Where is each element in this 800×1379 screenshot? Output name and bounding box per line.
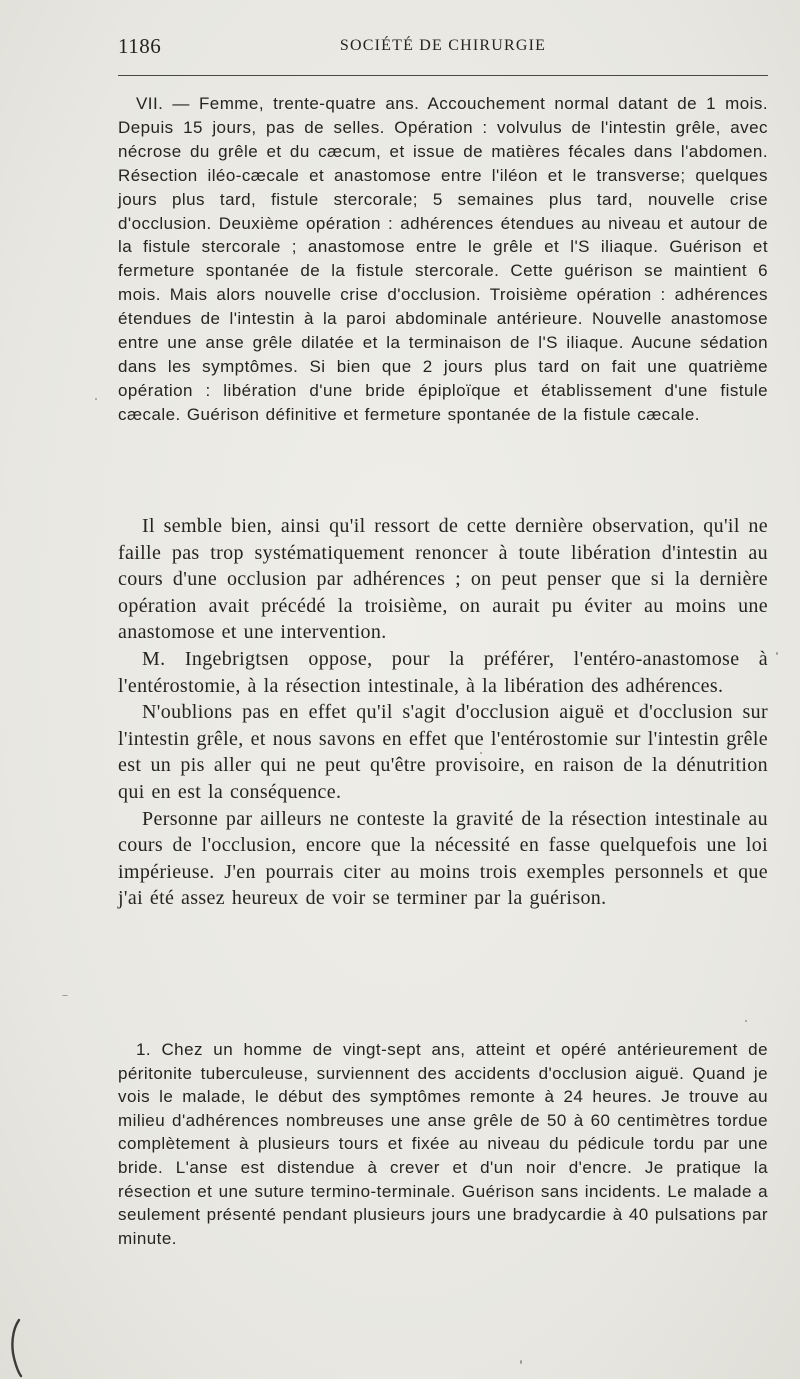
body-paragraph-4: Personne par ailleurs ne conteste la gravité de la résection intestinale au cours de l'occlusion, encore que la nécessité en fasse quelquefois une loi impérieuse. J'en pourrais citer au moins trois exemples personnels et que j'ai été assez heureux de voir se terminer par la guérison.: [118, 807, 768, 910]
header-rule: [118, 75, 768, 76]
footnote-paragraph: 1. Chez un homme de vingt-sept ans, atteint et opéré antérieurement de péritonite tuberculeuse, surviennent des accidents d'occlusion aiguë. Quand je vois le malade, le début des symptômes remonte à 24 heures. Je trouve au milieu d'adhérences nombreuses une anse grêle de 50 à 60 centimètres tordue complètement à plusieurs tours et fixée au niveau du pédicule tordu par une bride. L'anse est distendue à crever et d'un noir d'encre. Je pratique la résection et une suture termino-terminale. Guérison sans incidents. Le malade a seulement présenté pendant plusieurs jours une bradycardie à 40 pulsations par minute.: [118, 1040, 768, 1248]
margin-pencil-mark: [6, 1318, 26, 1378]
body-paragraph-3: N'oublions pas en effet qu'il s'agit d'occlusion aiguë et d'occlusion sur l'intestin grêle, et nous savons en effet que l'entérostomie sur l'intestin grêle est un pis aller qui ne peut qu'être provisoire, en raison de la dénutrition qui en est la conséquence.: [118, 701, 768, 803]
page-header: [118, 34, 768, 60]
footnote-1: [118, 1038, 768, 1250]
body-text: [118, 513, 768, 912]
observation-vii: [118, 92, 768, 427]
running-title: SOCIÉTÉ DE CHIRURGIE: [339, 37, 547, 54]
body-paragraph-2: M. Ingebrigtsen oppose, pour la préférer, l'entéro-anastomose à l'entérostomie, à la résection intestinale, à la libération des adhérences.: [118, 647, 768, 697]
observation-paragraph: VII. — Femme, trente-quatre ans. Accouchement normal datant de 1 mois. Depuis 15 jours, pas de selles. Opération : volvulus de l'intestin grêle, avec nécrose du grêle et du cæcum, et issue de matières fécales dans l'abdomen. Résection iléo-cæcale et anastomose entre l'iléon et le transverse; quelques jours plus tard, fistule stercorale; 5 semaines plus tard, nouvelle crise d'occlusion. Deuxième opération : adhérences étendues au niveau et autour de la fistule stercorale ; anastomose entre le grêle et l'S iliaque. Guérison et fermeture spontanée de la fistule stercorale. Cette guérison se maintient 6 mois. Mais alors nouvelle crise d'occlusion. Troisième opération : adhérences étendues de l'intestin à la paroi abdominale antérieure. Nouvelle anastomose entre une anse grêle dilatée et la terminaison de l'S iliaque. Aucune sédation dans les symptômes. Si bien que 2 jours plus tard on fait une quatrième opération : libération d'une bride épiploïque et établissement d'une fistule cæcale. Guérison définitive et fermeture spontanée de la fistule cæcale.: [118, 94, 768, 424]
page-number: 1186: [118, 34, 162, 58]
body-paragraph-1: Il semble bien, ainsi qu'il ressort de cette dernière observation, qu'il ne faille pas trop systématiquement renoncer à toute libération d'intestin au cours d'une occlusion par adhérences ; on peut penser que si la dernière opération avait précédé la troisième, on aurait pu éviter au moins une anastomose et une intervention.: [118, 515, 768, 644]
